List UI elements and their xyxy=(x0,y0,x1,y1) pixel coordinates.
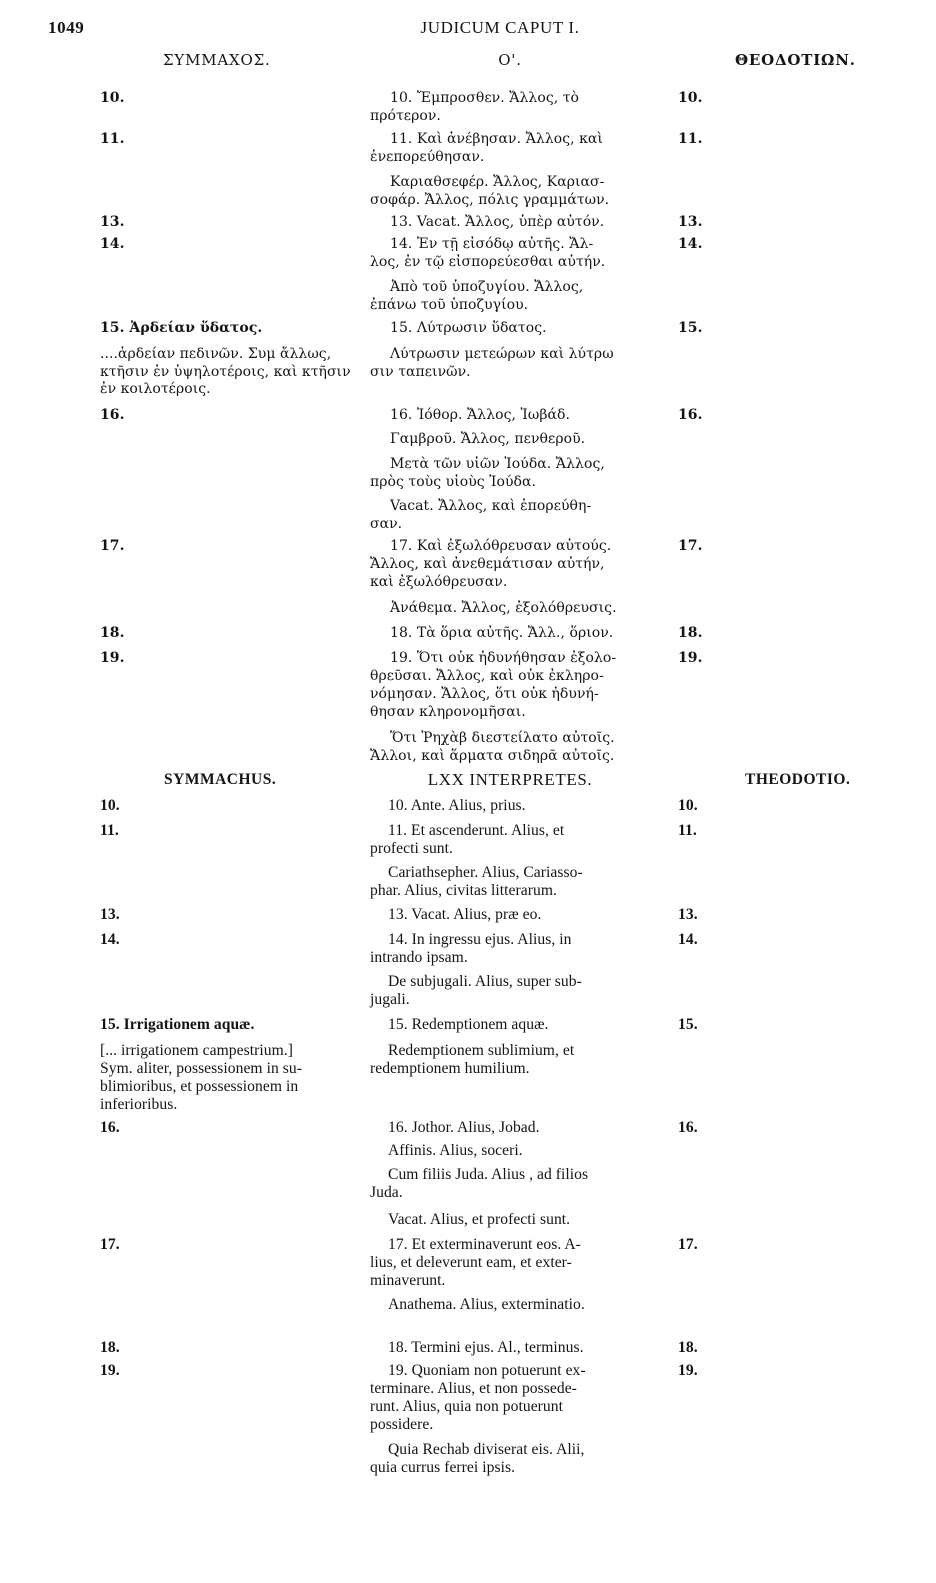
text-line-g-t14: 14. xyxy=(678,236,703,252)
text-line-l-c16e: Vacat. Alius, et profecti sunt. xyxy=(388,1211,571,1228)
greek-header-symmachus: ΣΥΜΜΑΧΟΣ. xyxy=(163,51,271,69)
text-line-l-c11b: profecti sunt. xyxy=(370,840,453,857)
text-line-g-s15c: κτῆσιν ἐν ὑψηλοτέροις, καὶ κτῆσιν xyxy=(100,364,351,380)
text-line-l-c16b: Affinis. Alius, soceri. xyxy=(388,1142,523,1159)
greek-header-lxx: Ο'. xyxy=(498,51,522,69)
text-line-g-t18: 18. xyxy=(678,625,703,641)
text-line-l-s11: 11. xyxy=(100,822,119,839)
text-line-l-t13: 13. xyxy=(678,906,698,923)
text-line-g-c19c: νόμησαν. Ἄλλος, ὅτι οὐκ ἠδυνή- xyxy=(370,686,599,702)
text-line-l-c19b: terminare. Alius, et non possede- xyxy=(370,1380,577,1397)
latin-header-symmachus: SYMMACHUS. xyxy=(164,771,277,788)
text-line-g-s16: 16. xyxy=(100,407,125,423)
text-line-l-c17d: Anathema. Alius, exterminatio. xyxy=(388,1296,585,1313)
text-line-l-t17: 17. xyxy=(678,1236,698,1253)
text-line-g-c19a: 19. Ὅτι οὐκ ἠδυνήθησαν ἐξολο- xyxy=(390,650,617,666)
text-line-l-s18: 18. xyxy=(100,1339,120,1356)
text-line-l-s16: 16. xyxy=(100,1119,120,1136)
text-line-g-s19: 19. xyxy=(100,650,125,666)
text-line-g-c19b: θρεῦσαι. Ἄλλος, καὶ οὐκ ἐκληρο- xyxy=(370,668,604,684)
text-line-g-c15a: 15. Λύτρωσιν ὕδατος. xyxy=(390,320,547,336)
text-line-l-c14b: intrando ipsam. xyxy=(370,949,468,966)
text-line-g-c16f: σαν. xyxy=(370,516,403,532)
text-line-l-c15b: Redemptionem sublimium, et xyxy=(388,1042,575,1059)
text-line-l-c19d: possidere. xyxy=(370,1416,434,1433)
text-line-l-t14: 14. xyxy=(678,931,698,948)
text-line-g-t10: 10. xyxy=(678,90,703,106)
text-line-l-c16c: Cum filiis Juda. Alius , ad filios xyxy=(388,1166,589,1183)
text-line-g-c19e: Ὅτι Ῥηχὰβ διεστείλατο αὐτοῖς. xyxy=(390,730,615,746)
text-line-g-c11b: ἐνεπορεύθησαν. xyxy=(370,149,485,165)
text-line-g-c14b: λος, ἐν τῷ εἰσπορεύεσθαι αὐτήν. xyxy=(370,254,606,270)
text-line-l-t11: 11. xyxy=(678,822,697,839)
text-line-g-c16e: Vacat. Ἄλλος, καὶ ἐπορεύθη- xyxy=(390,498,592,514)
text-line-g-s15d: ἐν κοιλοτέροις. xyxy=(100,381,211,397)
text-line-g-c15c: σιν ταπεινῶν. xyxy=(370,364,471,380)
text-line-g-s18: 18. xyxy=(100,625,125,641)
text-line-g-c16b: Γαμβροῦ. Ἄλλος, πενθεροῦ. xyxy=(390,431,586,447)
text-line-g-c11a: 11. Καὶ ἀνέβησαν. Ἄλλος, καὶ xyxy=(390,131,603,147)
page-number: 1049 xyxy=(48,18,85,37)
text-line-g-c16d: πρὸς τοὺς υἱοὺς Ἰούδα. xyxy=(370,474,537,490)
text-line-l-c18: 18. Termini ejus. Al., terminus. xyxy=(388,1339,584,1356)
greek-header-theodotion: ΘΕΟΔΟΤΙΩΝ. xyxy=(735,51,856,69)
text-line-l-c11c: Cariathsepher. Alius, Cariasso- xyxy=(388,864,583,881)
text-line-g-c17b: Ἄλλος, καὶ ἀνεθεμάτισαν αὐτήν, xyxy=(370,556,605,572)
running-title-text: JUDICUM CAPUT I. xyxy=(420,18,580,37)
text-line-g-c16c: Μετὰ τῶν υἱῶν Ἰούδα. Ἄλλος, xyxy=(390,456,605,472)
text-line-g-c19d: θησαν κληρονομῆσαι. xyxy=(370,704,526,720)
text-line-l-c11a: 11. Et ascenderunt. Alius, et xyxy=(388,822,565,839)
text-line-g-t13: 13. xyxy=(678,214,703,230)
text-line-l-c15c: redemptionem humilium. xyxy=(370,1060,530,1077)
text-line-g-c14c: Ἀπὸ τοῦ ὑποζυγίου. Ἄλλος, xyxy=(390,279,584,295)
text-line-g-t17: 17. xyxy=(678,538,703,554)
text-line-l-c14a: 14. In ingressu ejus. Alius, in xyxy=(388,931,572,948)
text-line-g-s11: 11. xyxy=(100,131,125,147)
text-line-l-s15a: 15. Irrigationem aquæ. xyxy=(100,1016,255,1033)
text-line-l-c16a: 16. Jothor. Alius, Jobad. xyxy=(388,1119,540,1136)
text-line-l-c17a: 17. Et exterminaverunt eos. A- xyxy=(388,1236,581,1253)
text-line-g-c15b: Λύτρωσιν μετεώρων καὶ λύτρω xyxy=(390,346,614,362)
text-line-g-c11d: σοφάρ. Ἄλλος, πόλις γραμμάτων. xyxy=(370,192,610,208)
text-line-l-s17: 17. xyxy=(100,1236,120,1253)
text-line-l-c19e: Quia Rechab diviserat eis. Alii, xyxy=(388,1441,585,1458)
text-line-g-s15b: ....ἀρδείαν πεδινῶν. Συμ ἄλλως, xyxy=(100,346,332,362)
text-line-l-s19: 19. xyxy=(100,1362,120,1379)
text-line-l-s15b: [... irrigationem campestrium.] xyxy=(100,1042,293,1059)
text-line-g-c17c: καὶ ἐξωλόθρευσαν. xyxy=(370,574,508,590)
text-line-g-t15: 15. xyxy=(678,320,703,336)
text-line-g-c17d: Ἀνάθεμα. Ἄλλος, ἐξολόθρευσις. xyxy=(390,600,617,616)
text-line-l-t18: 18. xyxy=(678,1339,698,1356)
text-line-l-s14: 14. xyxy=(100,931,120,948)
text-line-l-c19c: runt. Alius, quia non potuerunt xyxy=(370,1398,563,1415)
text-line-g-s10: 10. xyxy=(100,90,125,106)
text-line-g-s17: 17. xyxy=(100,538,125,554)
text-line-l-s10: 10. xyxy=(100,797,120,814)
text-line-l-c19f: quia currus ferrei ipsis. xyxy=(370,1459,516,1476)
text-line-l-c17b: lius, et deleverunt eam, et exter- xyxy=(370,1254,572,1271)
text-line-g-c18: 18. Τὰ ὅρια αὐτῆς. Ἄλλ., ὅριον. xyxy=(390,625,614,641)
text-line-g-s14: 14. xyxy=(100,236,125,252)
text-line-g-c10a: 10. Ἔμπροσθεν. Ἄλλος, τὸ xyxy=(390,90,580,106)
text-line-l-c16d: Juda. xyxy=(370,1184,403,1201)
text-line-g-c13: 13. Vacat. Ἄλλος, ὑπὲρ αὐτόν. xyxy=(390,214,605,230)
text-line-l-t19: 19. xyxy=(678,1362,698,1379)
text-line-g-t11: 11. xyxy=(678,131,703,147)
text-line-g-t16: 16. xyxy=(678,407,703,423)
text-line-l-t10: 10. xyxy=(678,797,698,814)
text-line-g-c17a: 17. Καὶ ἐξωλόθρευσαν αὐτούς. xyxy=(390,538,612,554)
text-line-l-c14c: De subjugali. Alius, super sub- xyxy=(388,973,582,990)
latin-header-lxx: LXX INTERPRETES. xyxy=(427,770,593,789)
text-line-g-c19f: Ἄλλοι, καὶ ἅρματα σιδηρᾶ αὐτοῖς. xyxy=(370,748,615,764)
text-line-l-c14d: jugali. xyxy=(370,991,410,1008)
text-line-g-c14d: ἐπάνω τοῦ ὑποζυγίου. xyxy=(370,297,529,313)
text-line-g-c11c: Καριαθσεφέρ. Ἄλλος, Καριασ- xyxy=(390,174,605,190)
text-line-l-c13: 13. Vacat. Alius, præ eo. xyxy=(388,906,542,923)
text-line-l-c19a: 19. Quoniam non potuerunt ex- xyxy=(388,1362,586,1379)
text-line-g-c10b: πρότερον. xyxy=(370,108,441,124)
text-line-g-c14a: 14. Ἐν τῇ εἰσόδῳ αὐτῆς. Ἄλ- xyxy=(390,236,594,252)
text-line-g-s15a: 15. Ἀρδείαν ὕδατος. xyxy=(100,320,263,336)
text-line-l-s15e: inferioribus. xyxy=(100,1096,178,1113)
text-line-g-t19: 19. xyxy=(678,650,703,666)
text-line-l-s15d: blimioribus, et possessionem in xyxy=(100,1078,299,1095)
text-line-l-c11d: phar. Alius, civitas litterarum. xyxy=(370,882,557,899)
text-line-l-t16: 16. xyxy=(678,1119,698,1136)
text-line-l-s15c: Sym. aliter, possessionem in su- xyxy=(100,1060,302,1077)
text-line-l-c17c: minaverunt. xyxy=(370,1272,446,1289)
text-line-l-t15: 15. xyxy=(678,1016,698,1033)
text-line-l-c10: 10. Ante. Alius, prius. xyxy=(388,797,526,814)
text-line-g-s13: 13. xyxy=(100,214,125,230)
text-line-l-s13: 13. xyxy=(100,906,120,923)
text-line-g-c16a: 16. Ἰόθορ. Ἄλλος, Ἰωβάδ. xyxy=(390,407,570,423)
text-line-l-c15a: 15. Redemptionem aquæ. xyxy=(388,1016,549,1033)
latin-header-theodotion: THEODOTIO. xyxy=(745,771,851,788)
